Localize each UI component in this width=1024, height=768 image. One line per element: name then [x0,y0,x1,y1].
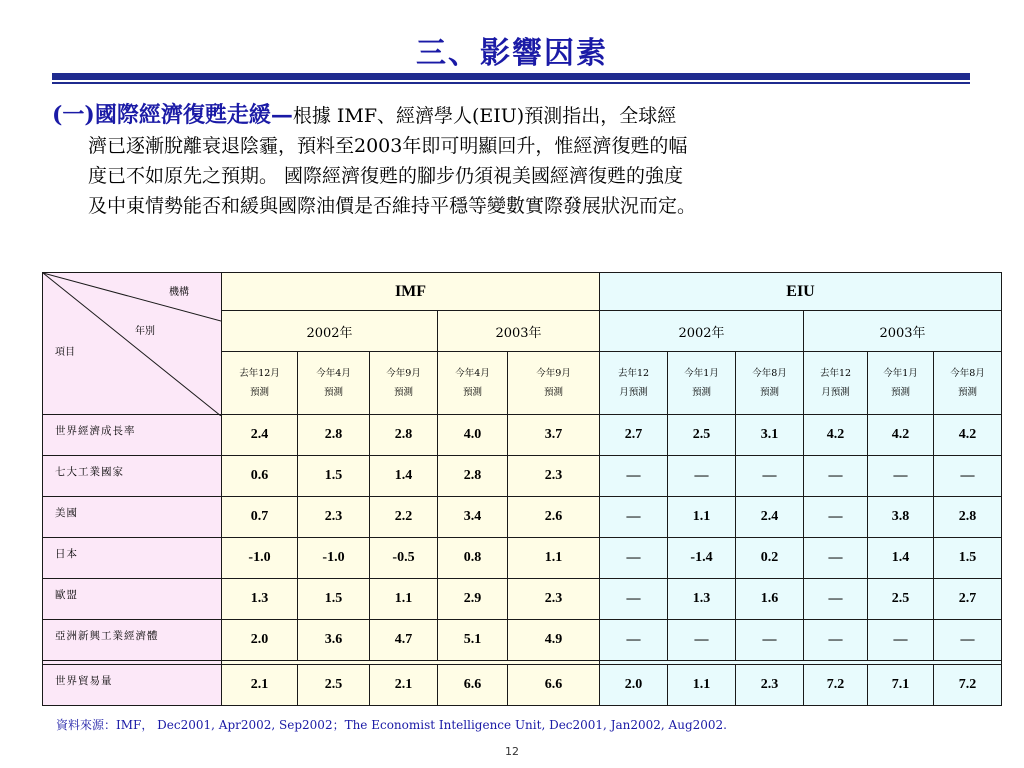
eiu-value-cell: 7.2 [934,665,1002,706]
table-row [43,456,1002,497]
column-header-line: 預測 [890,387,910,398]
header-year: 2003年 [804,311,1002,352]
column-header-line: 月預測 [619,387,648,398]
imf-value-cell: -1.0 [298,538,370,579]
eiu-value-cell: 4.2 [804,415,868,456]
imf-value-cell: 2.3 [298,497,370,538]
column-header [298,352,370,415]
column-header [222,352,298,415]
column-header-line: 去年12 [617,368,650,379]
eiu-value-cell: 1.3 [668,579,736,620]
column-header-line: 預測 [462,387,482,398]
page-number: 12 [505,745,519,758]
imf-value-cell: 2.9 [438,579,508,620]
imf-value-cell: 2.1 [370,665,438,706]
heading-dash: — [270,102,293,128]
eiu-value-cell: — [668,620,736,661]
imf-value-cell: 2.8 [370,415,438,456]
column-header [736,352,804,415]
header-eiu: EIU [600,273,1002,311]
eiu-value-cell: -1.4 [668,538,736,579]
imf-value-cell: 2.0 [222,620,298,661]
corner-institution-label: 機構 [169,287,189,298]
eiu-value-cell: 1.6 [736,579,804,620]
imf-value-cell: 2.3 [508,456,600,497]
imf-value-cell: 4.0 [438,415,508,456]
eiu-value-cell: — [600,579,668,620]
header-year: 2003年 [438,311,600,352]
eiu-value-cell: — [600,538,668,579]
imf-value-cell: 3.7 [508,415,600,456]
table-corner-cell [43,273,222,415]
section-heading: (一)國際經濟復甦走緩 [52,102,271,128]
column-header-line: 預測 [393,387,413,398]
eiu-value-cell: 0.2 [736,538,804,579]
imf-value-cell: 0.8 [438,538,508,579]
imf-value-cell: 2.8 [438,456,508,497]
eiu-value-cell: — [600,456,668,497]
column-header-line: 今年9月 [386,368,421,379]
column-header-line: 預測 [249,387,269,398]
table-row [43,620,1002,661]
imf-value-cell: -0.5 [370,538,438,579]
row-label: 七大工業國家 [43,456,222,497]
column-header-line: 預測 [323,387,343,398]
imf-value-cell: 4.9 [508,620,600,661]
eiu-value-cell: — [600,497,668,538]
column-header [508,352,600,415]
eiu-value-cell: 3.1 [736,415,804,456]
eiu-value-cell: 2.4 [736,497,804,538]
imf-value-cell: 2.6 [508,497,600,538]
column-header [668,352,736,415]
eiu-value-cell: — [804,579,868,620]
column-header-line: 今年4月 [316,368,351,379]
row-label: 美國 [43,497,222,538]
corner-item-label: 項目 [55,347,75,358]
column-header-line: 預測 [957,387,977,398]
column-header-line: 去年12月 [239,368,280,379]
column-header-line: 今年1月 [684,368,719,379]
table-row [43,538,1002,579]
para-line: 根據 IMF、經濟學人(EIU)預測指出，全球經 [292,105,677,127]
column-header [868,352,934,415]
imf-value-cell: 2.3 [508,579,600,620]
imf-value-cell: 0.6 [222,456,298,497]
eiu-value-cell: 2.8 [934,497,1002,538]
imf-value-cell: 6.6 [438,665,508,706]
eiu-value-cell: 2.3 [736,665,804,706]
row-label: 亞洲新興工業經濟體 [43,620,222,661]
eiu-value-cell: 2.0 [600,665,668,706]
table-row [43,665,1002,706]
para-line: 及中東情勢能否和緩與國際油價是否維持平穩等變數實際發展狀況而定。 [88,195,697,217]
eiu-value-cell: — [934,456,1002,497]
column-header-line: 預測 [691,387,711,398]
column-header-line: 今年8月 [752,368,787,379]
eiu-value-cell: — [934,620,1002,661]
forecast-table [42,272,1002,706]
imf-value-cell: 2.4 [222,415,298,456]
source-note: 資料來源：IMF， Dec2001, Apr2002, Sep2002；The Economist Intelligence Unit, Dec2001, Jan2002, Aug2002. [56,718,727,732]
imf-value-cell: 5.1 [438,620,508,661]
column-header [438,352,508,415]
column-header [600,352,668,415]
para-line: 度已不如原先之預期。 國際經濟復甦的腳步仍須視美國經濟復甦的強度 [88,165,684,187]
eiu-value-cell: 2.5 [868,579,934,620]
imf-value-cell: 1.1 [370,579,438,620]
eiu-value-cell: 4.2 [934,415,1002,456]
eiu-value-cell: — [804,456,868,497]
eiu-value-cell: 7.2 [804,665,868,706]
eiu-value-cell: 1.5 [934,538,1002,579]
imf-value-cell: 2.1 [222,665,298,706]
eiu-value-cell: 1.1 [668,665,736,706]
header-imf: IMF [222,273,600,311]
imf-value-cell: 1.5 [298,456,370,497]
row-label: 世界經濟成長率 [43,415,222,456]
imf-value-cell: 3.6 [298,620,370,661]
column-header-line: 今年9月 [536,368,571,379]
column-header-line: 月預測 [821,387,850,398]
imf-value-cell: 2.2 [370,497,438,538]
eiu-value-cell: — [804,620,868,661]
corner-year-label: 年別 [135,326,155,337]
eiu-value-cell: 7.1 [868,665,934,706]
row-label: 歐盟 [43,579,222,620]
imf-value-cell: 2.5 [298,665,370,706]
imf-value-cell: 1.3 [222,579,298,620]
slide-title: 三、影響因素 [416,36,608,71]
title-rule-thin [52,82,970,84]
column-header-line: 今年4月 [455,368,490,379]
eiu-value-cell: 4.2 [868,415,934,456]
column-header-line: 預測 [543,387,563,398]
eiu-value-cell: — [804,538,868,579]
imf-value-cell: 3.4 [438,497,508,538]
column-header [370,352,438,415]
eiu-value-cell: — [804,497,868,538]
eiu-value-cell: — [868,456,934,497]
eiu-value-cell: — [868,620,934,661]
column-header-line: 預測 [759,387,779,398]
header-year: 2002年 [222,311,438,352]
eiu-value-cell: — [736,456,804,497]
column-header-line: 今年8月 [950,368,985,379]
imf-value-cell: 1.5 [298,579,370,620]
imf-value-cell: 1.1 [508,538,600,579]
intro-paragraph [52,100,977,221]
row-label: 日本 [43,538,222,579]
column-header [934,352,1002,415]
imf-value-cell: 4.7 [370,620,438,661]
row-label: 世界貿易量 [43,665,222,706]
eiu-value-cell: 2.7 [934,579,1002,620]
eiu-value-cell: — [600,620,668,661]
imf-value-cell: -1.0 [222,538,298,579]
eiu-value-cell: 2.5 [668,415,736,456]
para-first-line [52,100,977,131]
eiu-value-cell: 2.7 [600,415,668,456]
table-row [43,579,1002,620]
eiu-value-cell: 3.8 [868,497,934,538]
eiu-value-cell: — [736,620,804,661]
table-row [43,415,1002,456]
imf-value-cell: 1.4 [370,456,438,497]
eiu-value-cell: 1.4 [868,538,934,579]
header-year: 2002年 [600,311,804,352]
table-row [43,497,1002,538]
column-header-line: 今年1月 [883,368,918,379]
column-header [804,352,868,415]
column-header-line: 去年12 [819,368,852,379]
imf-value-cell: 0.7 [222,497,298,538]
imf-value-cell: 6.6 [508,665,600,706]
title-rule-thick [52,73,970,80]
eiu-value-cell: — [668,456,736,497]
table-body [43,415,1002,706]
para-line: 濟已逐漸脫離衰退陰霾，預料至2003年即可明顯回升，惟經濟復甦的幅 [88,135,688,157]
imf-value-cell: 2.8 [298,415,370,456]
eiu-value-cell: 1.1 [668,497,736,538]
